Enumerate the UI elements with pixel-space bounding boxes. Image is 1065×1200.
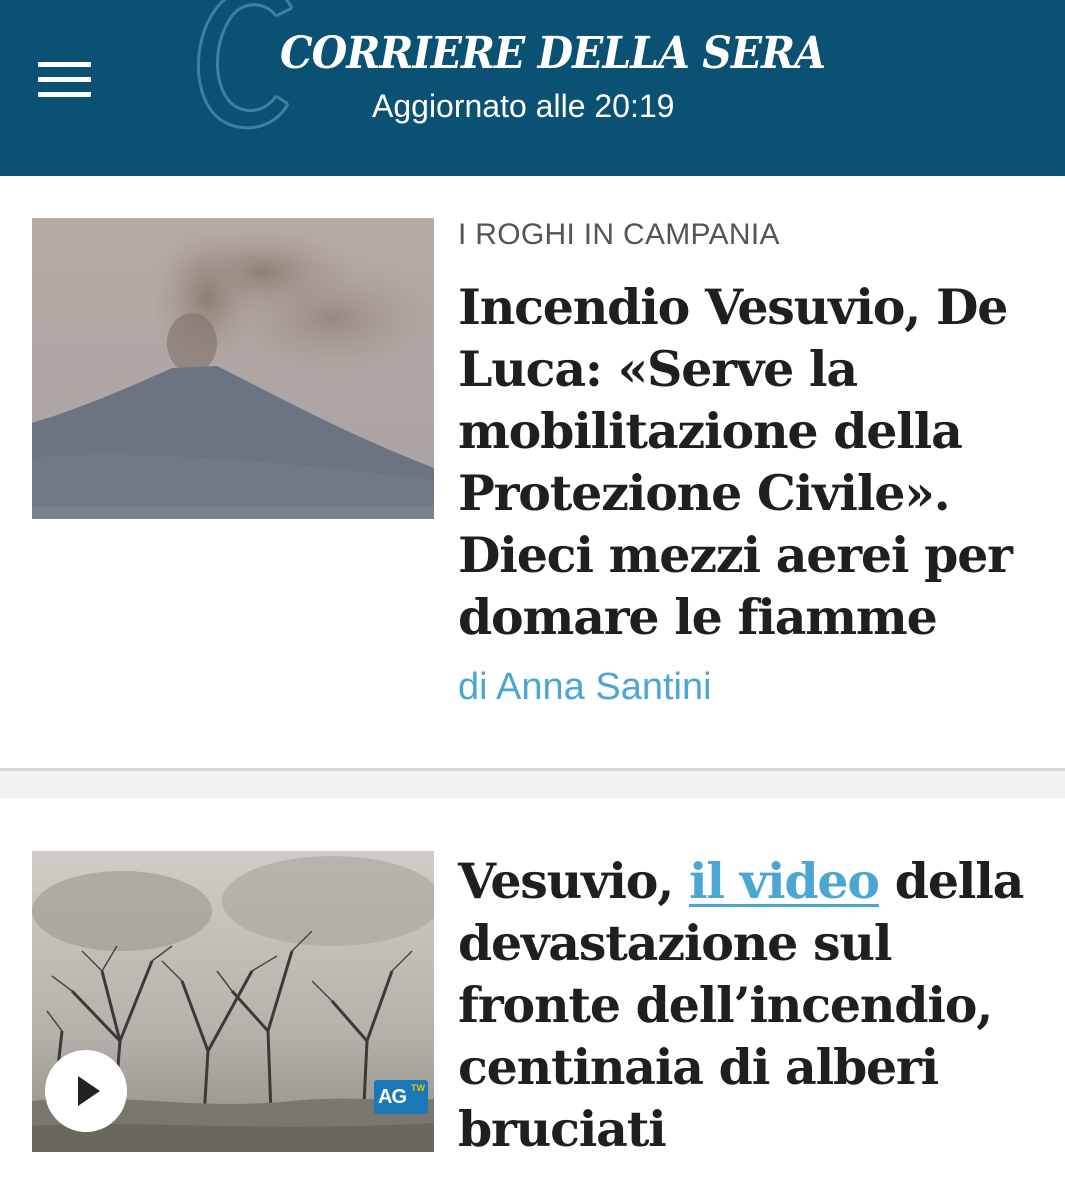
article-headline[interactable]: [458, 850, 1038, 1160]
play-video-button[interactable]: [45, 1050, 127, 1132]
vesuvio-smoke-image: [32, 218, 434, 519]
hamburger-menu-icon[interactable]: [38, 62, 92, 100]
headline-text: della devastazione sul fronte dell’incendio, centinaia di alberi bruciati: [458, 852, 1024, 1158]
article-byline[interactable]: di Anna Santini: [458, 666, 712, 708]
article-thumbnail[interactable]: [32, 218, 434, 519]
menu-line: [38, 77, 91, 82]
masthead-title[interactable]: CORRIERE DELLA SERA: [280, 28, 826, 79]
article-card[interactable]: [0, 176, 1065, 768]
article-card[interactable]: [0, 798, 1065, 1200]
article-headline[interactable]: Incendio Vesuvio, De Luca: «Serve la mobilitazione della Protezione Civile». Dieci mezzi aerei per domare le fiamme: [458, 278, 1012, 646]
article-divider: [0, 768, 1065, 798]
agtw-logo-text: AG: [378, 1086, 406, 1108]
article-kicker: I ROGHI IN CAMPANIA: [458, 218, 780, 251]
agtw-logo-sub: TW: [411, 1083, 425, 1093]
play-icon: [78, 1076, 100, 1106]
agtw-source-logo: [374, 1080, 428, 1114]
app-header: [0, 0, 1065, 176]
last-updated-label: Aggiornato alle 20:19: [372, 88, 675, 124]
menu-line: [38, 62, 91, 67]
headline-text: Vesuvio,: [458, 852, 689, 910]
video-thumbnail[interactable]: [32, 851, 434, 1152]
video-link[interactable]: il video: [689, 852, 879, 910]
menu-line: [38, 92, 91, 97]
